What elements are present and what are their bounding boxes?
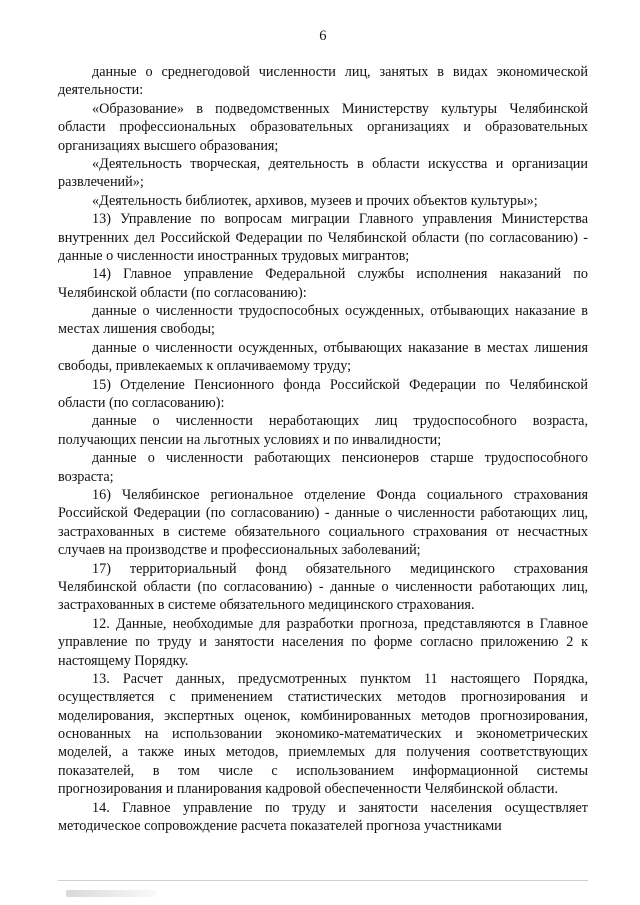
paragraph: «Деятельность библиотек, архивов, музеев и прочих объектов культуры»; [92, 192, 538, 209]
paragraph: «Образование» в подведомственных Министерству культуры Челябинской области профессиональных образовательных организациях и образовательных организациях высшего образования; [58, 100, 588, 154]
paragraph: данные о среднегодовой численности лиц, занятых в видах экономической деятельности: [58, 64, 588, 99]
paragraph: данные о численности осужденных, отбывающих наказание в местах лишения свободы, привлекаемых к оплачиваемому труду; [58, 339, 588, 375]
paragraph: 14) Главное управление Федеральной службы исполнения наказаний по Челябинской области (по согласованию): [58, 266, 588, 301]
paragraph: 12. Данные, необходимые для разработки прогноза, представляются в Главное управление по труду и занятости населения по форме согласно приложению 2 к настоящему Порядку. [58, 615, 588, 669]
paragraph: 15) Отделение Пенсионного фонда Российской Федерации по Челябинской области (по согласованию): [58, 376, 588, 412]
paragraph: данные о численности неработающих лиц трудоспособного возраста, получающих пенсии на льготных условиях и по инвалидности; [58, 413, 588, 448]
scan-artifact [66, 890, 156, 897]
footer-divider [58, 880, 588, 881]
paragraph: 13) Управление по вопросам миграции Главного управления Министерства внутренних дел Российской Федерации по Челябинской области (по согласованию) - данные о численности иностранных трудовых мигрантов; [58, 211, 588, 264]
paragraph: 14. Главное управление по труду и занятости населения осуществляет методическое сопровождение расчета показателей прогноза участниками [58, 799, 588, 835]
paragraph: «Деятельность творческая, деятельность в области искусства и организации развлечений»; [58, 155, 588, 191]
paragraph: данные о численности трудоспособных осужденных, отбывающих наказание в местах лишения свободы; [58, 303, 588, 338]
paragraph: 17) территориальный фонд обязательного медицинского страхования Челябинской области (по согласованию) - данные о численности работающих лиц, застрахованных в системе обязательного медицинского страхования. [58, 560, 588, 614]
paragraph: 16) Челябинское региональное отделение Фонда социального страхования Российской Федерации (по согласованию) - данные о численности работающих лиц, застрахованных в системе обязательного социального страхования от несчастных случаев на производстве и профессиональных заболеваний; [58, 486, 588, 559]
paragraph: 13. Расчет данных, предусмотренных пунктом 11 настоящего Порядка, осуществляется с применением статистических методов прогнозирования и моделирования, экспертных оценок, комбинированных методов прогнозирования, основанных на использовании экономико-математических и эконометрических моделей, а также иных методов, приемлемых для получения соответствующих показателей, в том числе с использованием информационной системы прогнозирования и планирования кадровой обеспеченности Челябинской области. [58, 670, 588, 798]
page-number: 6 [319, 28, 327, 44]
paragraph: данные о численности работающих пенсионеров старше трудоспособного возраста; [58, 450, 588, 485]
document-body [58, 63, 588, 835]
